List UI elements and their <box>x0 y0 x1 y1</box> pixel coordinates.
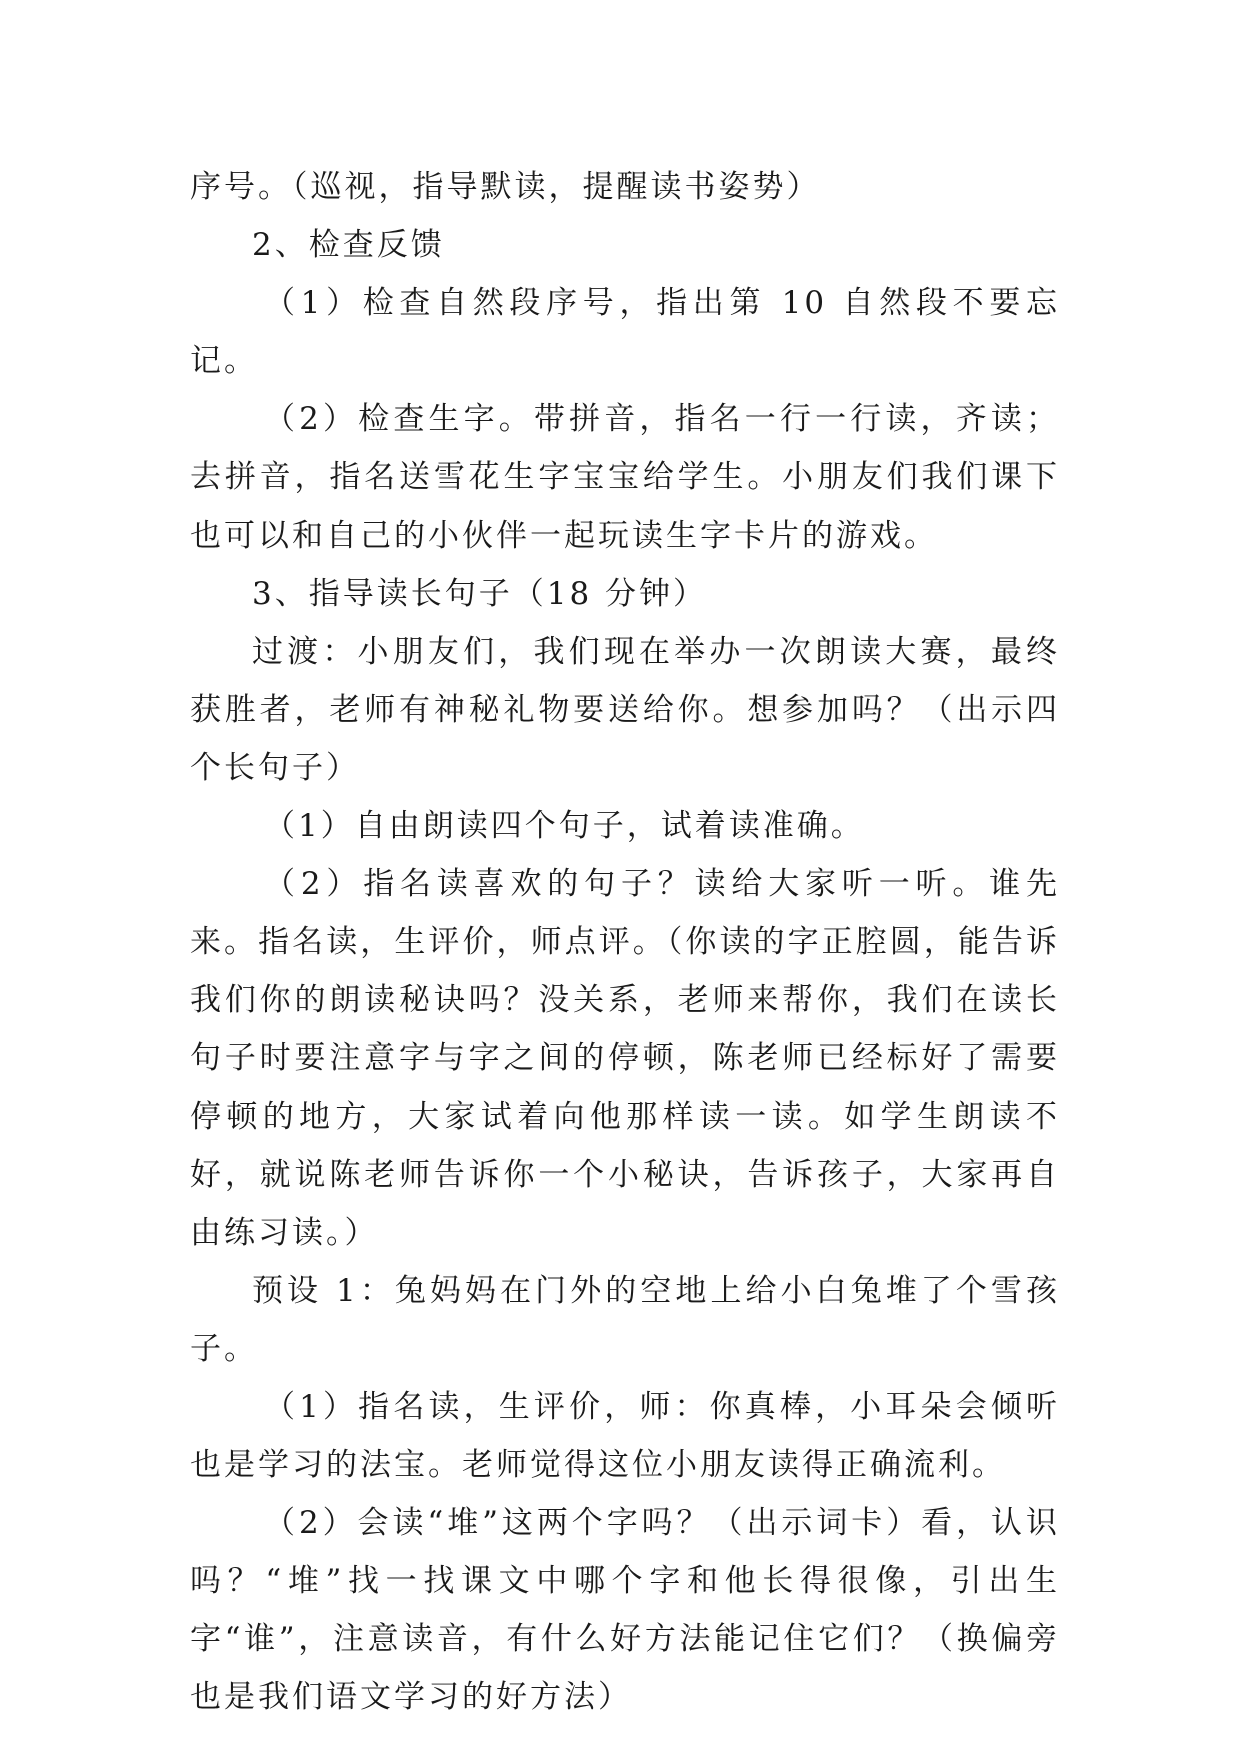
paragraph-2: 2、检查反馈 <box>252 227 445 264</box>
paragraph-7: （1）自由朗读四个句子，试着读准确。 <box>264 808 865 845</box>
paragraph-10: （1）指名读，生评价，师：你真棒，小耳朵会倾听也是学习的法宝。老师觉得这位小朋友读得正确流利。 <box>190 1388 1060 1484</box>
paragraph-1: 序号。（巡视，指导默读，提醒读书姿势） <box>190 169 821 205</box>
document-body <box>190 158 1060 1727</box>
paragraph-6: 过渡：小朋友们，我们现在举办一次朗读大赛，最终获胜者，老师有神秘礼物要送给你。想参加吗？（出示四个长句子） <box>190 633 1060 786</box>
paragraph-3: （1）检查自然段序号，指出第 10 自然段不要忘记。 <box>190 285 1060 380</box>
paragraph-5: 3、指导读长句子（18 分钟） <box>252 575 708 612</box>
paragraph-8: （2）指名读喜欢的句子？读给大家听一听。谁先来。指名读，生评价，师点评。（你读的字正腔圆，能告诉我们你的朗读秘诀吗？没关系，老师来帮你，我们在读长句子时要注意字与字之间的停顿，陈老师已经标好了需要停顿的地方，大家试着向他那样读一读。如学生朗读不好，就说陈老师告诉你一个小秘诀，告诉孩子，大家再自由练习读。） <box>190 866 1060 1251</box>
paragraph-4: （2）检查生字。带拼音，指名一行一行读，齐读；去拼音，指名送雪花生字宝宝给学生。小朋友们我们课下也可以和自己的小伙伴一起玩读生字卡片的游戏。 <box>190 401 1060 554</box>
paragraph-9: 预设 1：兔妈妈在门外的空地上给小白兔堆了个雪孩子。 <box>190 1272 1060 1367</box>
paragraph-11: （2）会读“堆”这两个字吗？（出示词卡）看，认识吗？“堆”找一找课文中哪个字和他长得很像，引出生字“谁”，注意读音，有什么好方法能记住它们？（换偏旁也是我们语文学习的好方法） <box>190 1505 1060 1716</box>
